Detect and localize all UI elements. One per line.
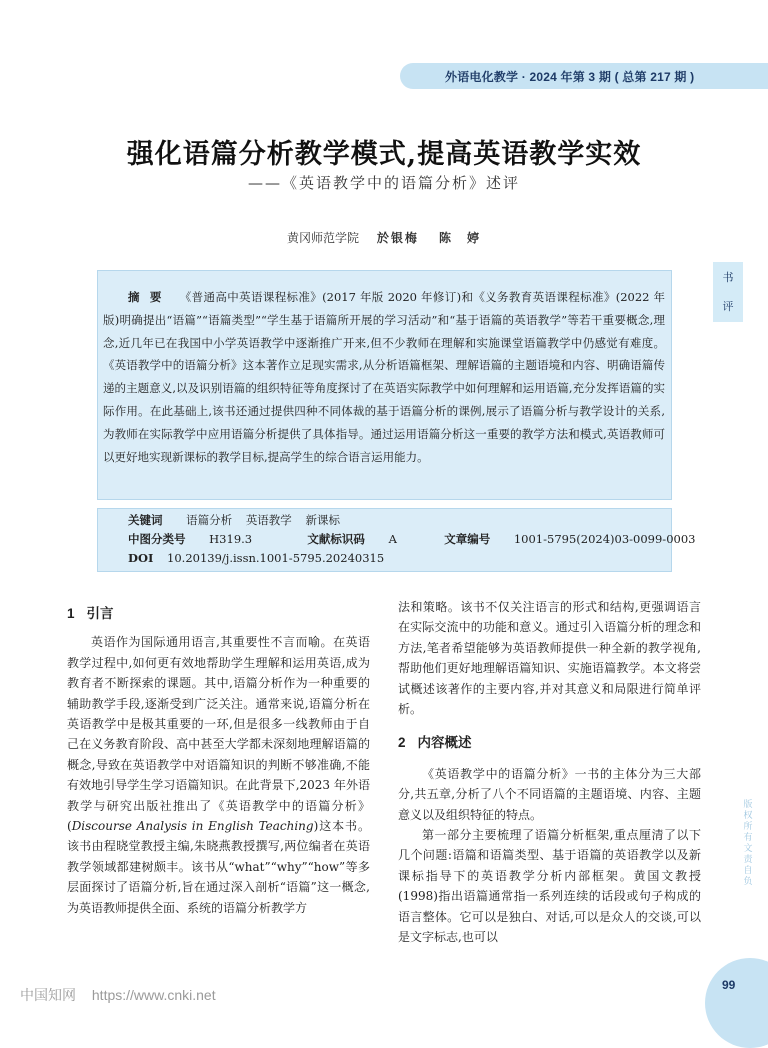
keywords-label: 关键词	[128, 513, 163, 527]
page-number: 99	[722, 978, 736, 992]
book-english-title: Discourse Analysis in English Teaching	[71, 819, 314, 834]
paragraph-text: 英语作为国际通用语言,其重要性不言而喻。在英语教学过程中,如何更有效地帮助学生理解和运用英语,成为教育者不断探索的课题。其中,语篇分析作为一种重要的辅助教学手段,逐渐受到广泛关注。通常来说,语篇分析在英语教学中是极其重要的一环,但是很多一线教师由于自己在义务教育阶段、高中甚至大学都未深刻地理解语篇的概念,导致在英语教学中对语篇知识的判断不够准确,不能有效地引导学生学习语篇知识。在此背景下,2023 年外语教学与研究出版社推出了《英语教学中的语篇分析》(	[67, 635, 370, 834]
right-column	[398, 597, 701, 948]
keyword: 新课标	[305, 513, 340, 527]
doi-row	[128, 551, 384, 565]
author-names	[377, 231, 481, 245]
doc-code-value: A	[388, 532, 397, 546]
section-number: 1	[67, 606, 75, 621]
clc-value: H319.3	[209, 532, 253, 546]
keywords-row	[128, 512, 340, 528]
affiliation: 黄冈师范学院	[286, 231, 359, 245]
section-heading-2	[398, 733, 701, 753]
keyword: 英语教学	[245, 513, 292, 527]
copyright-watermark: 版权所有 文责自负	[743, 800, 762, 887]
section-tab-char-1: 书	[722, 271, 734, 284]
cnki-watermark	[20, 985, 216, 1005]
doi-value: 10.20139/j.issn.1001-5795.20240315	[167, 551, 385, 565]
paragraph-text: )这本书。该书由程晓堂教授主编,朱晓燕教授撰写,两位编者在英语教学领域都建树颇丰。该书从“what”“why”“how”等多层面探讨了语篇分析,旨在通过深入剖析“语篇”这一概念,为英语教师提供全面、系统的语篇分析教学方	[67, 819, 370, 915]
doc-code-label: 文献标识码	[307, 532, 365, 546]
doi-label: DOI	[128, 551, 154, 565]
paragraph: 第一部分主要梳理了语篇分析框架,重点厘清了以下几个问题:语篇和语篇类型、基于语篇的英语教学以及新课标指导下的英语教学分析内部框架。黄国文教授(1998)指出语篇通常指一系列连续的话段或句子构成的语言整体。它可以是独白、对话,可以是众人的交谈,可以是文字标志,也可以	[398, 828, 701, 945]
article-title: 强化语篇分析教学模式,提高英语教学实效	[126, 139, 642, 170]
section-title: 引言	[86, 606, 114, 621]
abstract-label: 摘要	[128, 290, 172, 304]
classification-row	[128, 531, 695, 547]
section-heading-1	[67, 604, 370, 624]
journal-issue: 外语电化教学 · 2024 年第 3 期 ( 总第 217 期 )	[445, 70, 695, 84]
author-2: 陈 婷	[439, 231, 482, 245]
article-no-value: 1001-5795(2024)03-0099-0003	[513, 532, 696, 546]
article-no-label: 文章编号	[444, 532, 491, 546]
paragraph	[67, 632, 370, 918]
section-tab-char-2: 评	[722, 300, 734, 313]
article-subtitle: ——《英语教学中的语篇分析》述评	[247, 174, 520, 192]
paragraph: 法和策略。该书不仅关注语言的形式和结构,更强调语言在实际交流中的功能和意义。通过引入语篇分析的理念和方法,笔者希望能够为英语教师提供一种全新的教学视角,帮助他们更好地理解语篇知识、实施语篇教学。本文将尝试概述该著作的主要内容,并对其意义和局限进行简单评析。	[398, 600, 701, 717]
cnki-logo: 中国知网	[20, 987, 76, 1003]
clc-label: 中图分类号	[128, 532, 186, 546]
page-number-badge	[705, 958, 768, 1048]
section-title: 内容概述	[417, 735, 472, 751]
paragraph: 《英语教学中的语篇分析》一书的主体分为三大部分,共五章,分析了八个不同语篇的主题语境、内容、主题意义以及组织特征的特点。	[398, 766, 701, 822]
left-column	[67, 604, 370, 918]
abstract-body: 《普通高中英语课程标准》(2017 年版 2020 年修订)和《义务教育英语课程标准》(2022 年版)明确提出“语篇”“语篇类型”“学生基于语篇所开展的学习活动”和“基于语篇的英语教学”等若干重要概念,理念,近几年已在我国中小学英语教学中逐渐推广开来,但不少教师在理解和实施课堂语篇教学中仍感觉有难度。《英语教学中的语篇分析》这本著作立足现实需求,从分析语篇框架、理解语篇的主题语境和内容、明确语篇传递的主题意义,以及识别语篇的组织特征等角度探讨了在英语实际教学中如何理解和运用语篇,充分发挥语篇的实际作用。在此基础上,该书还通过提供四种不同体裁的基于语篇分析的课例,展示了语篇分析与教学设计的关系,为教师在实际教学中应用语篇分析提供了具体指导。通过运用语篇分析这一重要的教学方法和模式,英语教师可以更好地实现新课标的教学目标,提高学生的综合语言运用能力。	[103, 290, 666, 464]
abstract	[103, 286, 665, 468]
author-line	[0, 229, 768, 246]
section-tab	[713, 262, 743, 322]
cnki-url: https://www.cnki.net	[91, 987, 216, 1003]
keyword: 语篇分析	[186, 513, 233, 527]
author-1: 於银梅	[376, 231, 419, 245]
section-number: 2	[398, 735, 406, 751]
